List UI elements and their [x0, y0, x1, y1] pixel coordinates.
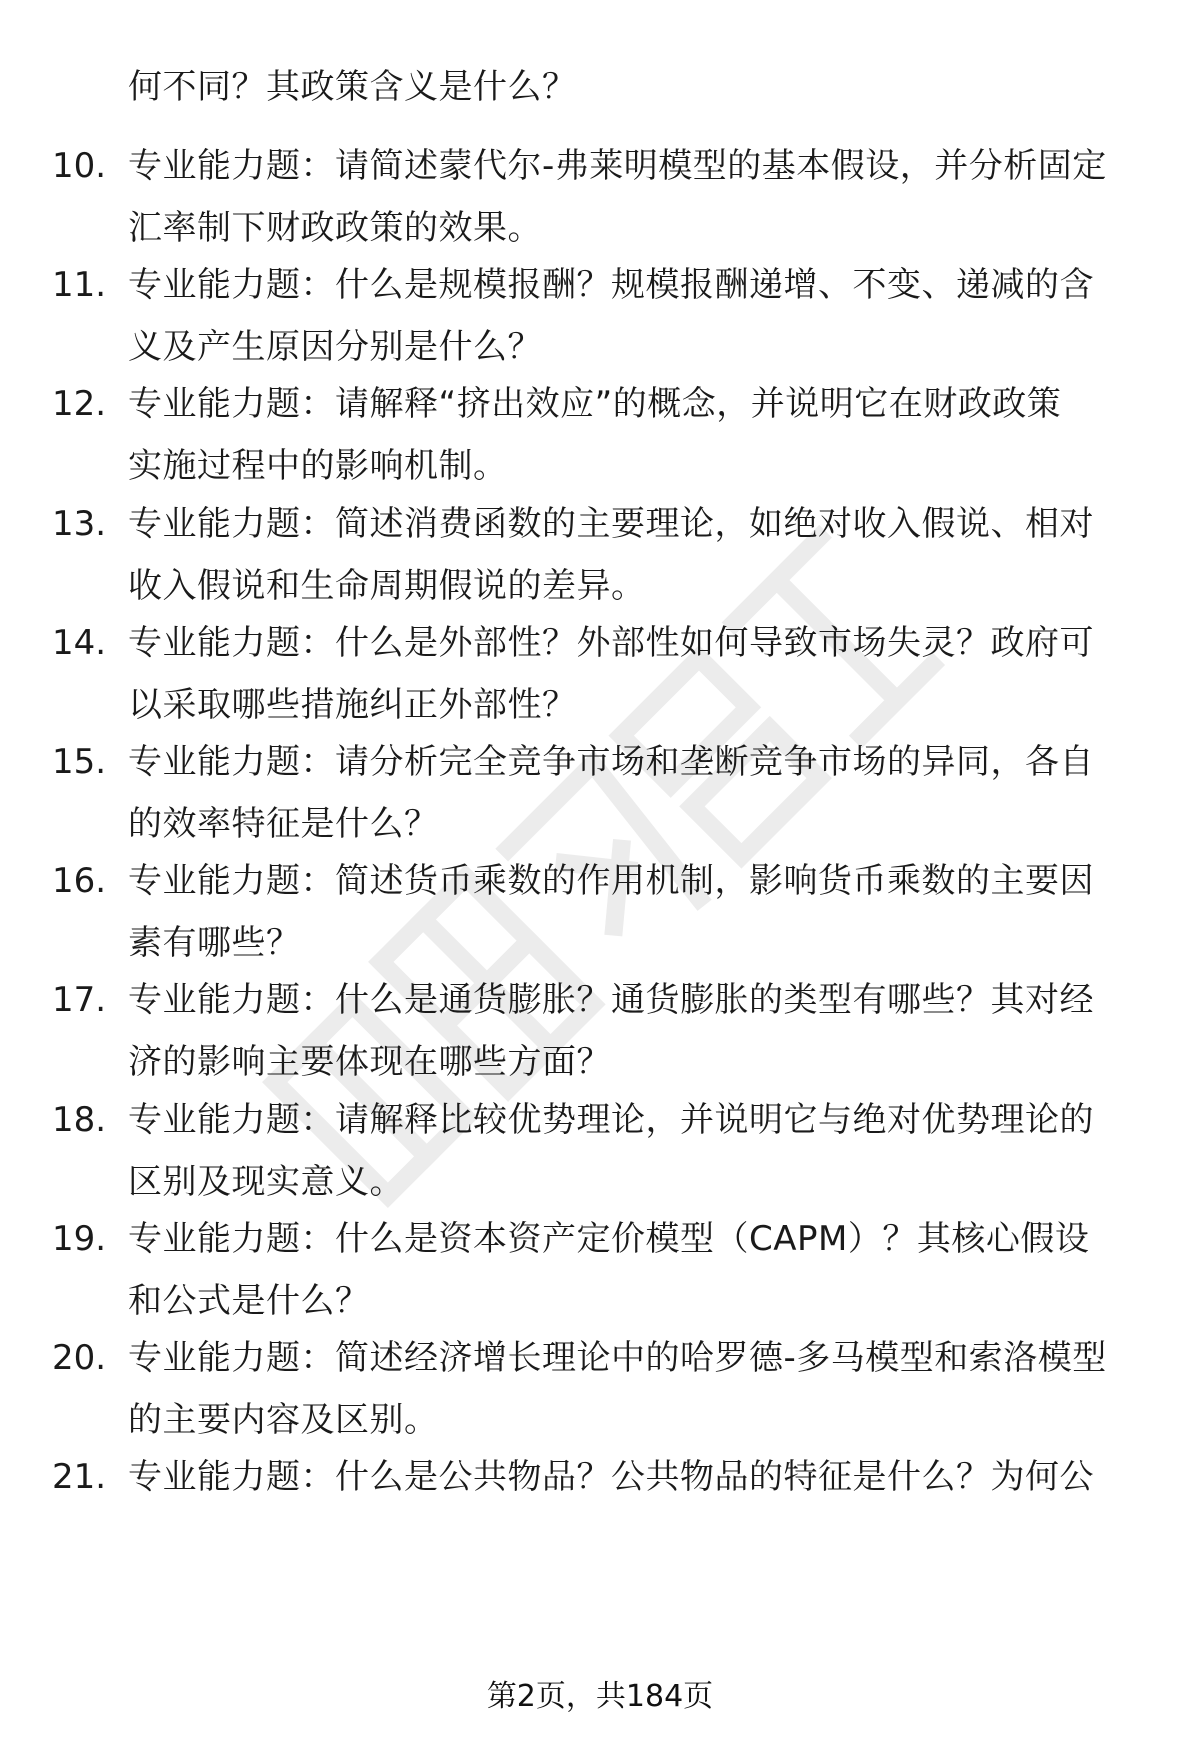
- item-text-line: 的主要内容及区别。: [128, 1400, 439, 1440]
- item-text: [128, 969, 1168, 1093]
- item-text-line: 专业能力题：请分析完全竞争市场和垄断竞争市场的异同，各自: [128, 742, 1094, 782]
- item-text-line: 专业能力题：简述经济增长理论中的哈罗德-多马模型和索洛模型: [128, 1338, 1107, 1378]
- item-text-line: 的效率特征是什么？: [128, 804, 439, 844]
- item-number: 16.: [52, 861, 107, 901]
- item-number: 17.: [52, 980, 107, 1020]
- item-number: 21.: [52, 1457, 107, 1497]
- item-text-line: 专业能力题：请简述蒙代尔-弗莱明模型的基本假设，并分析固定: [128, 146, 1107, 186]
- item-text: [128, 493, 1168, 617]
- item-text-line: 专业能力题：什么是规模报酬？规模报酬递增、不变、递减的含: [128, 265, 1094, 305]
- item-text: [128, 373, 1168, 497]
- item-text-line: 专业能力题：什么是资本资产定价模型（CAPM）？其核心假设: [128, 1219, 1090, 1259]
- item-text-line: 以采取哪些措施纠正外部性？: [128, 685, 577, 725]
- item-text: [128, 731, 1168, 855]
- item-text: [128, 850, 1168, 974]
- item-text: [128, 135, 1168, 259]
- item-text: [128, 1208, 1168, 1332]
- item-number: 20.: [52, 1338, 107, 1378]
- item-text-line: 专业能力题：简述货币乘数的作用机制，影响货币乘数的主要因: [128, 861, 1094, 901]
- item-number: 10.: [52, 146, 107, 186]
- item-text-line: 实施过程中的影响机制。: [128, 446, 508, 486]
- item-number: 15.: [52, 742, 107, 782]
- item-text: [128, 612, 1168, 736]
- item-text-line: 区别及现实意义。: [128, 1162, 404, 1202]
- item-text-line: 专业能力题：什么是外部性？外部性如何导致市场失灵？政府可: [128, 623, 1094, 663]
- item-text: [128, 254, 1168, 378]
- item-text-line: 专业能力题：请解释比较优势理论，并说明它与绝对优势理论的: [128, 1100, 1094, 1140]
- item-number: 11.: [52, 265, 107, 305]
- item-number: 13.: [52, 504, 107, 544]
- page-footer: 第2页，共184页: [486, 1679, 714, 1714]
- item-text-line: 义及产生原因分别是什么？: [128, 327, 542, 367]
- item-text-line: 专业能力题：请解释“挤出效应”的概念，并说明它在财政政策: [128, 384, 1062, 424]
- item-text: [128, 1089, 1168, 1213]
- item-text-line: 专业能力题：什么是通货膨胀？通货膨胀的类型有哪些？其对经: [128, 980, 1094, 1020]
- item-number: 19.: [52, 1219, 107, 1259]
- item-text-line: 和公式是什么？: [128, 1281, 370, 1321]
- item-number: 14.: [52, 623, 107, 663]
- item-text-line: 专业能力题：简述消费函数的主要理论，如绝对收入假说、相对: [128, 504, 1094, 544]
- item-text-line: 济的影响主要体现在哪些方面？: [128, 1042, 611, 1082]
- item-text-line: 专业能力题：什么是公共物品？公共物品的特征是什么？为何公: [128, 1457, 1094, 1497]
- item-text-line: 汇率制下财政政策的效果。: [128, 208, 542, 248]
- item-number: 18.: [52, 1100, 107, 1140]
- item-text: [128, 1327, 1168, 1451]
- item-text-line: 收入假说和生命周期假说的差异。: [128, 566, 646, 606]
- item-text-line: 素有哪些？: [128, 923, 301, 963]
- item-text: [128, 1446, 1168, 1508]
- item-number: 12.: [52, 384, 107, 424]
- continuation-line: 何不同？其政策含义是什么？: [128, 67, 577, 107]
